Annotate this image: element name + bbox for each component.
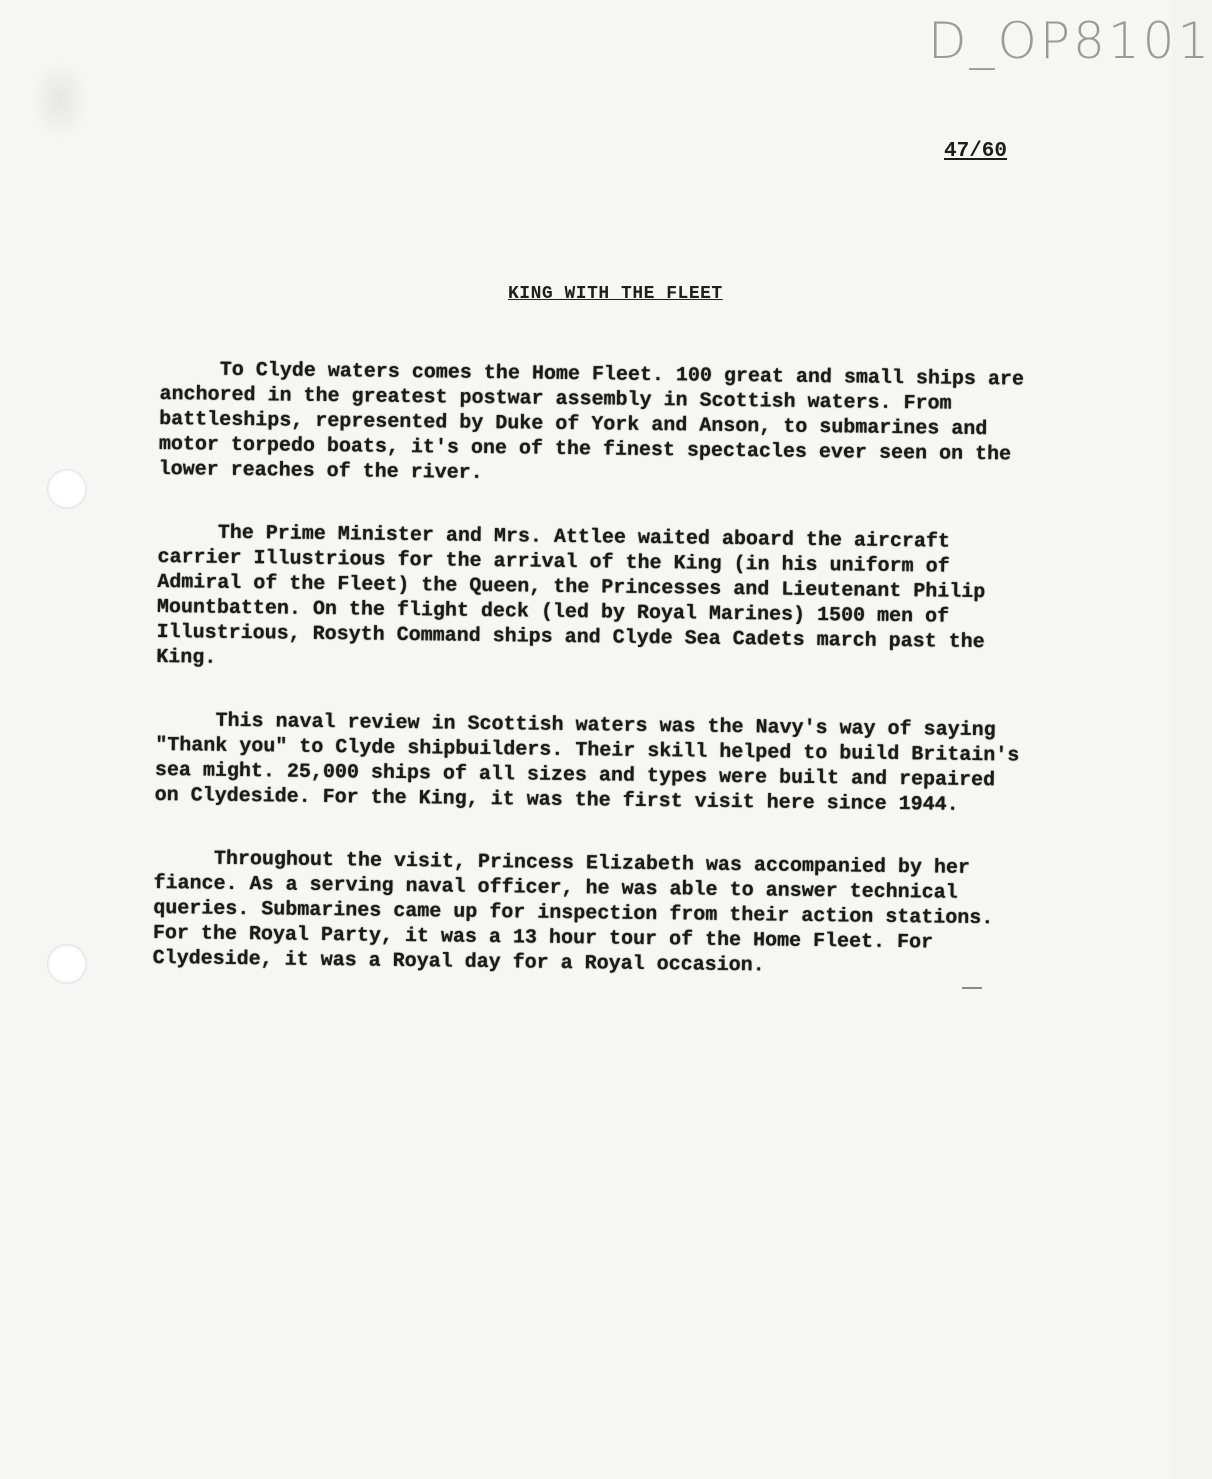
document-title: KING WITH THE FLEET	[508, 284, 723, 304]
paper-smudge	[30, 60, 90, 140]
paragraph-1: To Clyde waters comes the Home Fleet. 100 great and small ships are anchored in the greatest postwar assembly in Scottish waters. From battleships, represented by Duke of York and Anson, to submarines and motor torpedo boats, it's one of the finest spectacles ever seen on the lower reaches of the river.	[158, 358, 1025, 485]
handwritten-reference: D_OP8101	[928, 12, 1212, 70]
page-reference: 47/60	[944, 140, 1008, 163]
paragraph-3: This naval review in Scottish waters was the Navy's way of saying "Thank you" to Clyde shipbuilders. Their skill helped to build Britain's sea might. 25,000 ships of all sizes and types were built and repaired on Clydeside. For the King, it was the first visit here since 1944.	[154, 709, 1020, 817]
stray-pen-mark	[962, 987, 982, 989]
paragraph-4: Throughout the visit, Princess Elizabeth was accompanied by her fiance. As a serving naval officer, he was able to answer technical queries. Submarines came up for inspection from their action stations. For the Royal Party, it was a 13 hour tour of the Home Fleet. For Clydeside, it was a Royal day for a Royal occasion.	[152, 847, 994, 978]
punch-hole-bottom	[47, 944, 87, 984]
document-body	[152, 357, 1029, 982]
punch-hole-top	[47, 469, 87, 509]
paragraph-2: The Prime Minister and Mrs. Attlee waited aboard the aircraft carrier Illustrious for the arrival of the King (in his uniform of Admiral of the Fleet) the Queen, the Princesses and Lieutenant Philip Mountbatten. On the flight deck (led by Royal Marines) 1500 men of Illustrious, Rosyth Command ships and Clyde Sea Cadets march past the King.	[156, 521, 986, 670]
